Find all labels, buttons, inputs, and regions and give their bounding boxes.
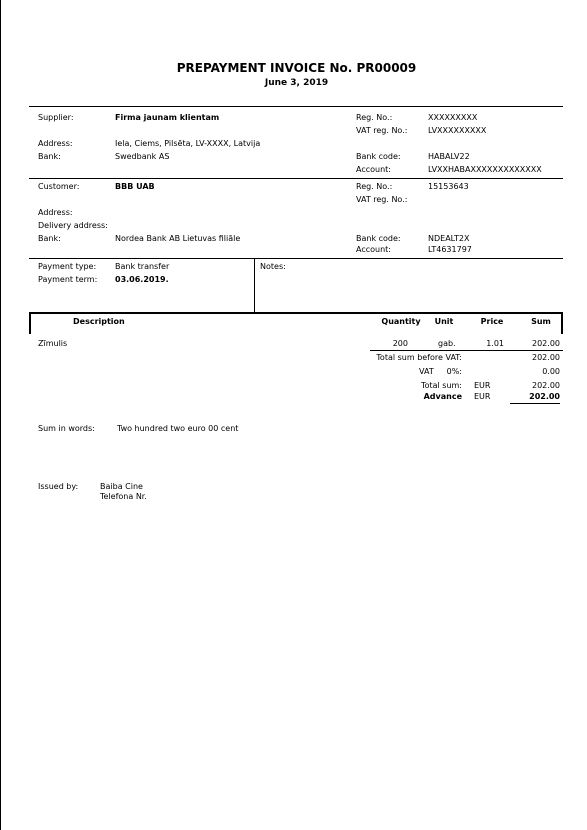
customer-delivery-label: Delivery address: <box>38 221 108 230</box>
customer-reg-label: Reg. No.: <box>356 182 393 191</box>
supplier-name: Firma jaunam klientam <box>115 113 220 122</box>
customer-reg: 15153643 <box>428 182 469 191</box>
issued-by-name: Baiba Cine <box>100 482 143 491</box>
customer-address-label: Address: <box>38 208 73 217</box>
total-currency: EUR <box>474 381 491 390</box>
supplier-account: LVXXHABAXXXXXXXXXXXXX <box>428 165 542 174</box>
header-price: Price <box>480 317 504 326</box>
issued-by-label: Issued by: <box>38 482 79 491</box>
totals-divider <box>370 350 563 351</box>
customer-account: LT4631797 <box>428 245 472 254</box>
customer-bank-label: Bank: <box>38 234 61 243</box>
payment-term: 03.06.2019. <box>115 275 169 284</box>
divider-payment <box>29 258 563 259</box>
customer-account-label: Account: <box>356 245 391 254</box>
invoice-title: PREPAYMENT INVOICE No. PR00009 <box>176 61 417 75</box>
supplier-label: Supplier: <box>38 113 74 122</box>
supplier-bank-label: Bank: <box>38 152 61 161</box>
payment-type-label: Payment type: <box>38 262 97 271</box>
vat-label: VAT <box>419 367 434 376</box>
row-sum: 202.00 <box>532 339 560 348</box>
payment-type: Bank transfer <box>115 262 170 271</box>
total-before-vat: 202.00 <box>532 353 560 362</box>
payment-term-label: Payment term: <box>38 275 98 284</box>
row-unit: gab. <box>438 339 456 348</box>
customer-bank-code-label: Bank code: <box>356 234 401 243</box>
customer-vat-label: VAT reg. No.: <box>356 195 408 204</box>
table-header-right <box>561 312 563 334</box>
header-sum: Sum <box>531 317 551 326</box>
sum-in-words: Two hundred two euro 00 cent <box>117 424 239 433</box>
customer-bank-code: NDEALT2X <box>428 234 470 243</box>
advance-currency: EUR <box>474 392 491 401</box>
invoice-date: June 3, 2019 <box>264 78 329 88</box>
supplier-address: Iela, Ciems, Pilsēta, LV-XXXX, Latvija <box>115 139 261 148</box>
notes-label: Notes: <box>260 262 286 271</box>
issued-by-phone: Telefona Nr. <box>100 492 147 501</box>
supplier-reg: XXXXXXXXX <box>428 113 478 122</box>
row-quantity: 200 <box>392 339 408 348</box>
row-description: Zīmulis <box>38 339 68 348</box>
customer-name: BBB UAB <box>115 182 155 191</box>
vat-amount: 0.00 <box>542 367 560 376</box>
total-sum: 202.00 <box>532 381 560 390</box>
table-header-left <box>29 312 31 334</box>
row-price: 1.01 <box>486 339 504 348</box>
customer-bank: Nordea Bank AB Lietuvas filiāle <box>115 234 241 243</box>
header-unit: Unit <box>434 317 454 326</box>
sum-in-words-label: Sum in words: <box>38 424 95 433</box>
page-edge <box>0 0 1 830</box>
table-header-top <box>29 312 563 314</box>
supplier-vat: LVXXXXXXXXX <box>428 126 487 135</box>
advance-label: Advance <box>423 392 462 401</box>
supplier-account-label: Account: <box>356 165 391 174</box>
total-before-vat-label: Total sum before VAT: <box>376 353 462 362</box>
supplier-bank-code: HABALV22 <box>428 152 470 161</box>
divider-customer <box>29 178 563 179</box>
payment-notes-separator <box>254 258 255 312</box>
supplier-bank-code-label: Bank code: <box>356 152 401 161</box>
divider-top <box>29 106 563 107</box>
supplier-reg-label: Reg. No.: <box>356 113 393 122</box>
customer-label: Customer: <box>38 182 80 191</box>
advance-amount: 202.00 <box>529 392 560 401</box>
supplier-bank: Swedbank AS <box>115 152 170 161</box>
supplier-vat-label: VAT reg. No.: <box>356 126 408 135</box>
supplier-address-label: Address: <box>38 139 73 148</box>
advance-underline <box>510 403 560 404</box>
vat-rate: 0%: <box>446 367 462 376</box>
header-description: Description <box>73 317 125 326</box>
header-quantity: Quantity <box>381 317 421 326</box>
total-sum-label: Total sum: <box>421 381 462 390</box>
